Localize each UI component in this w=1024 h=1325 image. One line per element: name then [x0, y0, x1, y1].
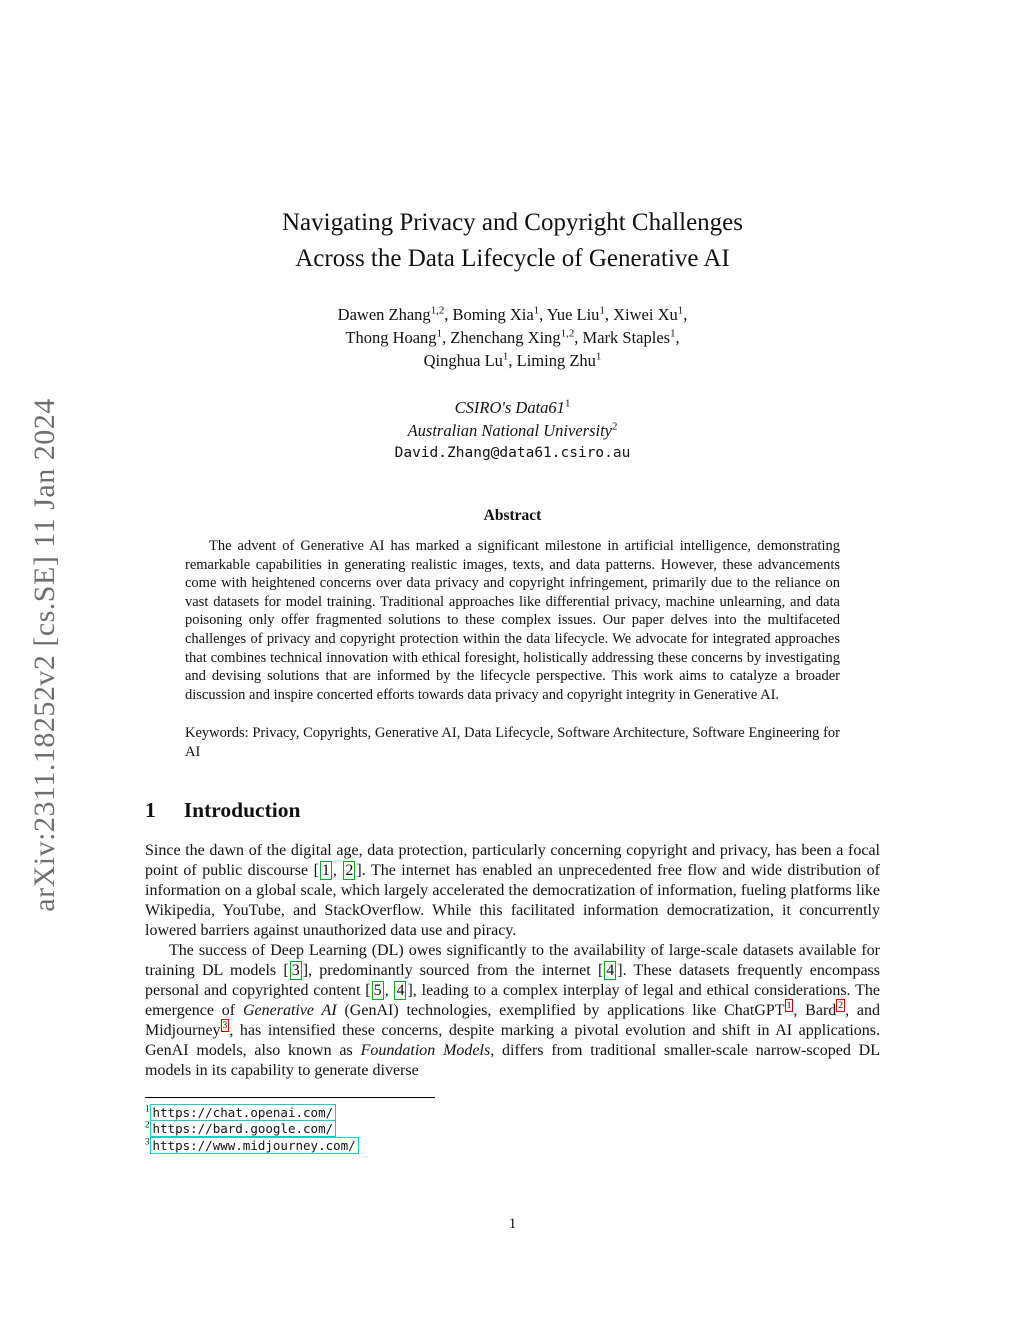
affiliation-superscript: 2	[611, 420, 618, 433]
affiliation-superscript: 1	[670, 327, 676, 340]
affiliation-superscript: 1,2	[560, 327, 575, 340]
text-run: ,	[384, 981, 394, 999]
citation-link[interactable]: 3	[291, 961, 300, 979]
text-run: ,	[683, 305, 688, 324]
text-run: ], leading to a complex interplay of legal and ethical considerations. The emergence of	[145, 981, 880, 1019]
text-run: Thong Hoang	[345, 328, 437, 347]
footnote-url-link[interactable]: https://chat.openai.com/	[150, 1104, 337, 1121]
affiliation-line	[145, 396, 880, 419]
footnote-divider	[145, 1097, 435, 1098]
affiliation-line	[145, 419, 880, 442]
paper-title-line1: Navigating Privacy and Copyright Challenges	[281, 209, 744, 236]
text-run: , differs from traditional smaller-scale narrow-scoped DL models in its capability to generate diverse	[145, 1041, 881, 1079]
citation-link[interactable]: 2	[345, 861, 354, 879]
text-run: ]. These datasets frequently encompass personal and copyrighted content [	[145, 961, 881, 999]
text-run: , and Midjourney	[145, 1001, 880, 1039]
keywords-line: Keywords: Privacy, Copyrights, Generative AI, Data Lifecycle, Software Architecture, Software Engineering for AI	[185, 725, 840, 760]
affiliation-superscript: 1	[595, 350, 602, 363]
author-line	[145, 349, 880, 372]
intro-paragraph-2	[145, 941, 880, 1081]
text-run: , Boming Xia	[444, 305, 534, 324]
paper-content	[145, 0, 880, 1154]
text-run: Dawen Zhang	[337, 305, 431, 324]
citation-link[interactable]: 5	[373, 981, 382, 999]
arxiv-watermark: arXiv:2311.18252v2 [cs.SE] 11 Jan 2024	[28, 398, 61, 912]
section-title: Introduction	[183, 797, 301, 822]
text-run: , Yue Liu	[539, 305, 600, 324]
footnote-url-link[interactable]: https://www.midjourney.com/	[150, 1137, 359, 1154]
paper-title-line2: Across the Data Lifecycle of Generative AI	[295, 245, 730, 272]
text-run: , Xiwei Xu	[604, 305, 678, 324]
text-run: Since the dawn of the digital age, data protection, particularly concerning copyright and privacy, has been a focal point of public discourse [	[145, 841, 880, 879]
section-number: 1	[145, 797, 156, 822]
citation-link[interactable]: 4	[606, 961, 615, 979]
footnote-marker: 1	[145, 1103, 150, 1114]
footnote-item	[145, 1121, 880, 1138]
text-run: , Bard	[793, 1001, 837, 1019]
footnote-marker: 2	[145, 1119, 150, 1130]
author-block	[145, 303, 880, 372]
citation-link[interactable]: 4	[396, 981, 405, 999]
footnote-item	[145, 1105, 880, 1122]
abstract-heading: Abstract	[483, 507, 542, 524]
affiliation-superscript: 1	[599, 304, 605, 317]
text-run: ]. The internet has enabled an unprecedented free flow and wide distribution of information on a global scale, which largely accelerated the democratization of information, fueling platforms like Wikipedia, YouTube, and StackOverflow. While this facilitated information democratization, it concurrently lowered barriers against unauthorized data use and piracy.	[145, 861, 881, 939]
text-run: , has intensified these concerns, despite marking a pivotal evolution and shift in AI applications. GenAI models, also known as	[145, 1021, 880, 1059]
author-email: David.Zhang@data61.csiro.au	[394, 445, 631, 461]
footnote-link[interactable]: 3	[222, 1020, 228, 1032]
affiliation-superscript: 1	[533, 304, 540, 317]
footnote-marker: 3	[145, 1136, 150, 1147]
affiliation-superscript: 1	[564, 397, 571, 410]
author-line	[145, 326, 880, 349]
intro-paragraph-1	[145, 841, 880, 941]
section-heading-introduction	[145, 798, 880, 823]
footnote-link[interactable]: 1	[786, 1000, 792, 1012]
footnote-area	[145, 1097, 880, 1155]
text-run: Qinghua Lu	[423, 351, 503, 370]
affiliation-block	[145, 396, 880, 465]
affiliation-superscript: 1	[677, 304, 684, 317]
text-run: , Liming Zhu	[508, 351, 596, 370]
text-run: ,	[332, 861, 343, 879]
abstract-text: The advent of Generative AI has marked a significant milestone in artificial intelligence, demonstrating remarkable capabilities in generating realistic images, texts, and data patterns. However, these advancements come with heightened concerns over data privacy and copyright infringement, primarily due to the reliance on vast datasets for model training. Traditional approaches like differential privacy, machine unlearning, and data poisoning only offer fragmented solutions to these complex issues. Our paper delves into the multifaceted challenges of privacy and copyright protection within the data lifecycle. We advocate for integrated approaches that combines technical innovation with ethical foresight, holistically addressing these concerns by investigating and devising solutions that are informed by the lifecycle perspective. This work aims to catalyze a broader discussion and inspire concerted efforts towards data privacy and copyright integrity in Generative AI.	[185, 538, 840, 703]
text-run: , Zhenchang Xing	[442, 328, 561, 347]
page-number: 1	[508, 1216, 517, 1232]
affiliation-superscript: 1	[502, 350, 509, 363]
text-run: ], predominantly sourced from the internet [	[302, 961, 604, 979]
text-run: The success of Deep Learning (DL) owes significantly to the availability of large-scale datasets available for training DL models [	[145, 941, 880, 979]
italic-text: CSIRO's Data61	[454, 398, 565, 417]
affiliation-superscript: 1	[436, 327, 442, 340]
author-line	[145, 303, 880, 326]
italic-text: Generative AI	[242, 1001, 337, 1019]
paper-title	[145, 205, 880, 277]
text-run: (GenAI) technologies, exemplified by applications like ChatGPT	[336, 1001, 785, 1019]
footnote-item	[145, 1138, 880, 1155]
affiliation-superscript: 1,2	[430, 304, 445, 317]
italic-text: Foundation Models	[360, 1041, 491, 1059]
text-run: , Mark Staples	[574, 328, 671, 347]
footnote-link[interactable]: 2	[838, 1000, 844, 1012]
citation-link[interactable]: 1	[321, 861, 330, 879]
footnote-url-link[interactable]: https://bard.google.com/	[150, 1120, 337, 1137]
italic-text: Australian National University	[407, 421, 612, 440]
text-run: ,	[675, 328, 680, 347]
